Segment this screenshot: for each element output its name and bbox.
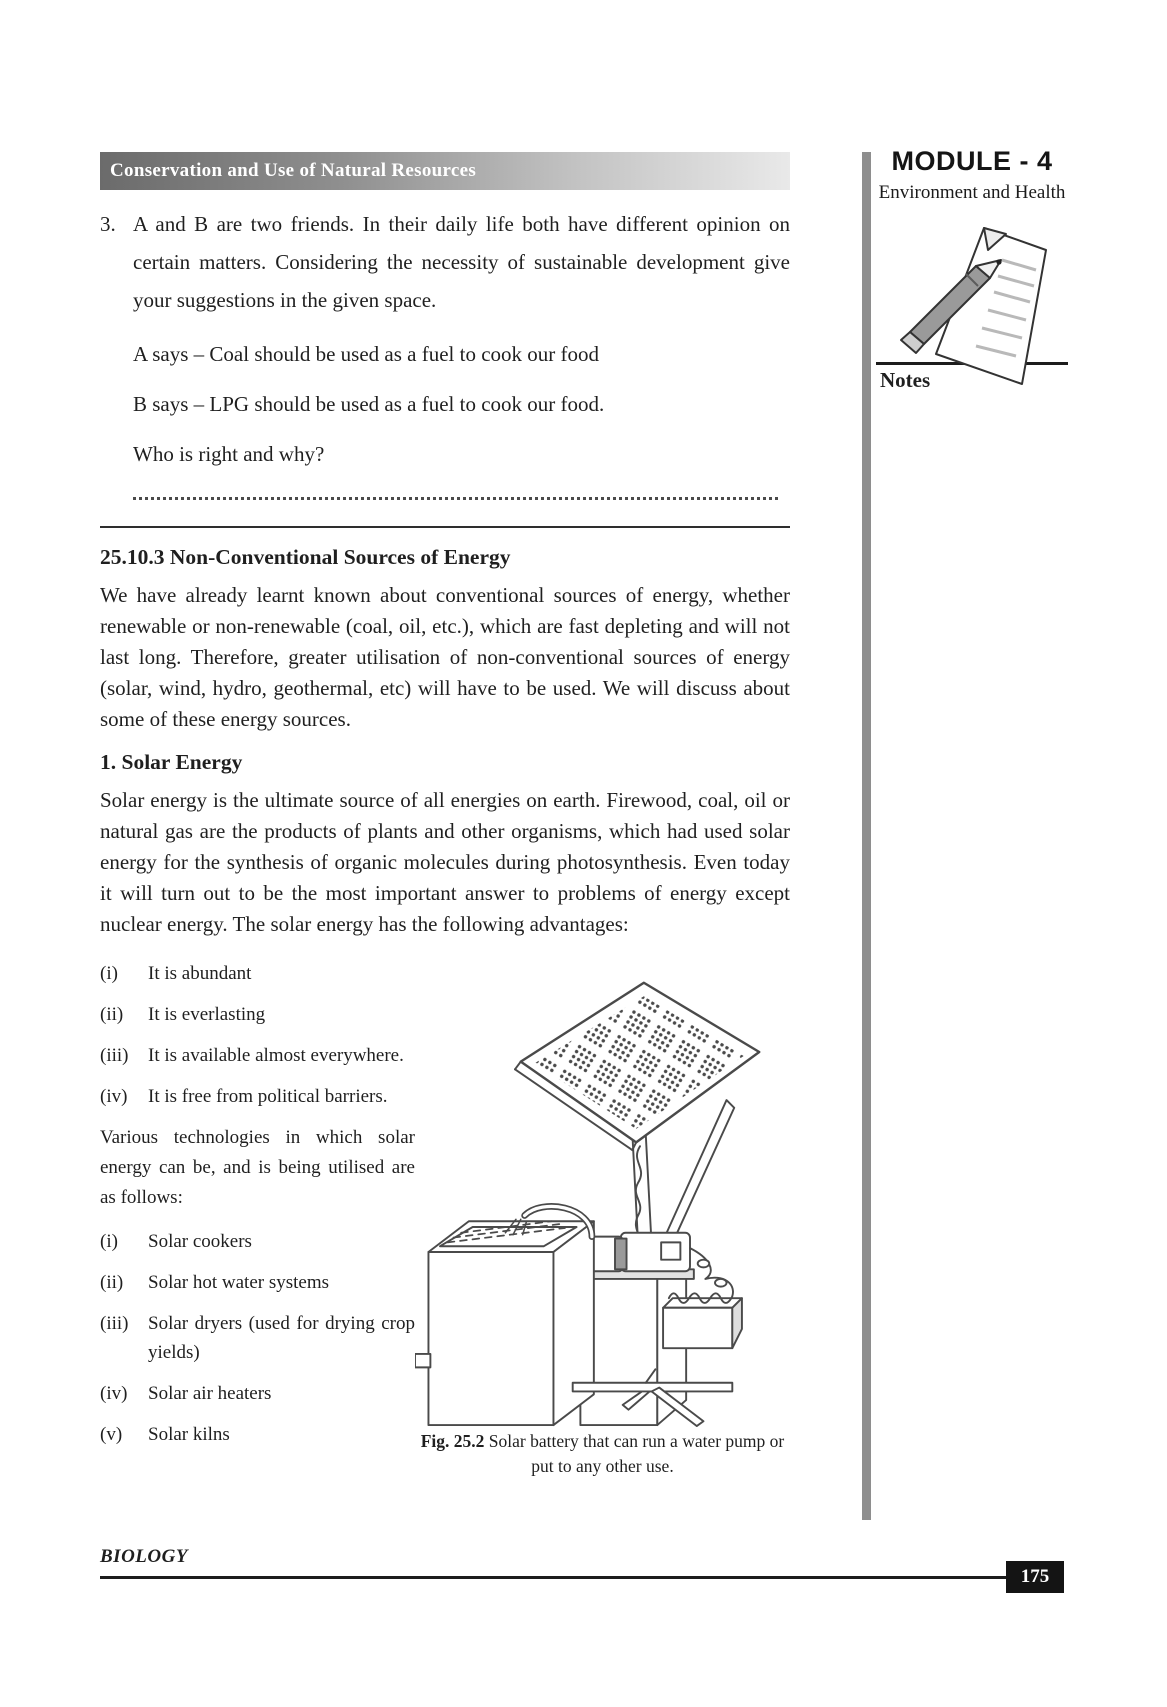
figure-caption-text: Solar battery that can run a water pump or put to any other use. bbox=[488, 1431, 785, 1476]
list-item bbox=[100, 1041, 415, 1070]
two-column-region bbox=[100, 959, 790, 1479]
list-item bbox=[100, 1082, 415, 1111]
question-prompt: Who is right and why? bbox=[133, 442, 325, 466]
list-marker: (v) bbox=[100, 1424, 123, 1445]
section-divider bbox=[100, 526, 790, 528]
solar-energy-paragraph: Solar energy is the ultimate source of all energies on earth. Firewood, coal, oil or natural gas are the products of plants and other organisms, which had used solar energy for the synthesis of organic molecules during photosynthesis. Even today it will turn out to be the most important answer to problems of energy except nuclear energy. The solar energy has the following advantages: bbox=[100, 788, 790, 936]
list-marker: (iv) bbox=[100, 1086, 128, 1107]
list-item bbox=[100, 1000, 415, 1029]
module-subtitle: Environment and Health bbox=[878, 182, 1066, 203]
list-marker: (i) bbox=[100, 1231, 118, 1252]
module-sidebar bbox=[876, 146, 1068, 412]
chapter-title: Conservation and Use of Natural Resources bbox=[110, 160, 477, 181]
answer-blank-line bbox=[133, 495, 778, 500]
list-text: Solar dryers (used for drying crop yields) bbox=[148, 1313, 415, 1363]
list-marker: (ii) bbox=[100, 1004, 124, 1025]
list-item bbox=[100, 1309, 415, 1367]
figure-caption bbox=[415, 1429, 790, 1479]
figure-label: Fig. 25.2 bbox=[420, 1431, 485, 1451]
question-number: 3. bbox=[100, 212, 116, 236]
technologies-intro: Various technologies in which solar energy can be, and is being utilised are as follows: bbox=[100, 1127, 415, 1208]
list-text: It is abundant bbox=[148, 963, 252, 984]
solar-battery-figure bbox=[415, 977, 790, 1427]
section-paragraph: We have already learnt known about conventional sources of energy, whether renewable or non-renewable (coal, oil, etc.), which are fast depleting and will not last long. Therefore, greater utilisation of non-conventional sources of energy (solar, wind, hydro, geothermal, etc) will have to be used. We will discuss about some of these energy sources. bbox=[100, 583, 790, 731]
list-item bbox=[100, 1379, 415, 1408]
statement-b: B says – LPG should be used as a fuel to cook our food. bbox=[133, 392, 605, 416]
section-heading: 25.10.3 Non-Conventional Sources of Energy bbox=[100, 545, 511, 569]
list-text: Solar hot water systems bbox=[148, 1272, 330, 1293]
module-title: MODULE - 4 bbox=[891, 146, 1053, 176]
list-text: It is available almost everywhere. bbox=[148, 1045, 404, 1066]
notes-area bbox=[876, 212, 1068, 412]
list-text: Solar cookers bbox=[148, 1231, 252, 1252]
question-text: A and B are two friends. In their daily life both have different opinion on certain matters. Considering the necessity of sustainable development give your suggestions in the given space. bbox=[133, 212, 790, 312]
figure-column bbox=[415, 959, 790, 1479]
chapter-header-band bbox=[100, 152, 790, 190]
list-item bbox=[100, 1227, 415, 1256]
page-number: 175 bbox=[1020, 1566, 1050, 1587]
list-marker: (iv) bbox=[100, 1383, 128, 1404]
question-3 bbox=[100, 205, 790, 319]
list-item bbox=[100, 1420, 415, 1449]
notes-label: Notes bbox=[880, 368, 931, 392]
left-column bbox=[100, 959, 415, 1479]
vertical-divider bbox=[862, 152, 871, 1520]
list-text: Solar kilns bbox=[148, 1424, 230, 1445]
list-marker: (i) bbox=[100, 963, 118, 984]
page-number-badge bbox=[1006, 1561, 1064, 1593]
list-marker: (ii) bbox=[100, 1272, 124, 1293]
statement-a: A says – Coal should be used as a fuel to cook our food bbox=[133, 342, 600, 366]
main-content bbox=[100, 205, 790, 1479]
list-marker: (iii) bbox=[100, 1045, 129, 1066]
list-text: It is free from political barriers. bbox=[148, 1086, 388, 1107]
list-text: Solar air heaters bbox=[148, 1383, 272, 1404]
list-item bbox=[100, 1268, 415, 1297]
list-marker: (iii) bbox=[100, 1313, 129, 1334]
footer-subject: BIOLOGY bbox=[100, 1546, 188, 1567]
list-text: It is everlasting bbox=[148, 1004, 266, 1025]
list-item bbox=[100, 959, 415, 988]
footer-rule bbox=[100, 1576, 1006, 1579]
solar-energy-heading: 1. Solar Energy bbox=[100, 750, 243, 774]
notes-pencil-paper-icon bbox=[888, 214, 1058, 392]
